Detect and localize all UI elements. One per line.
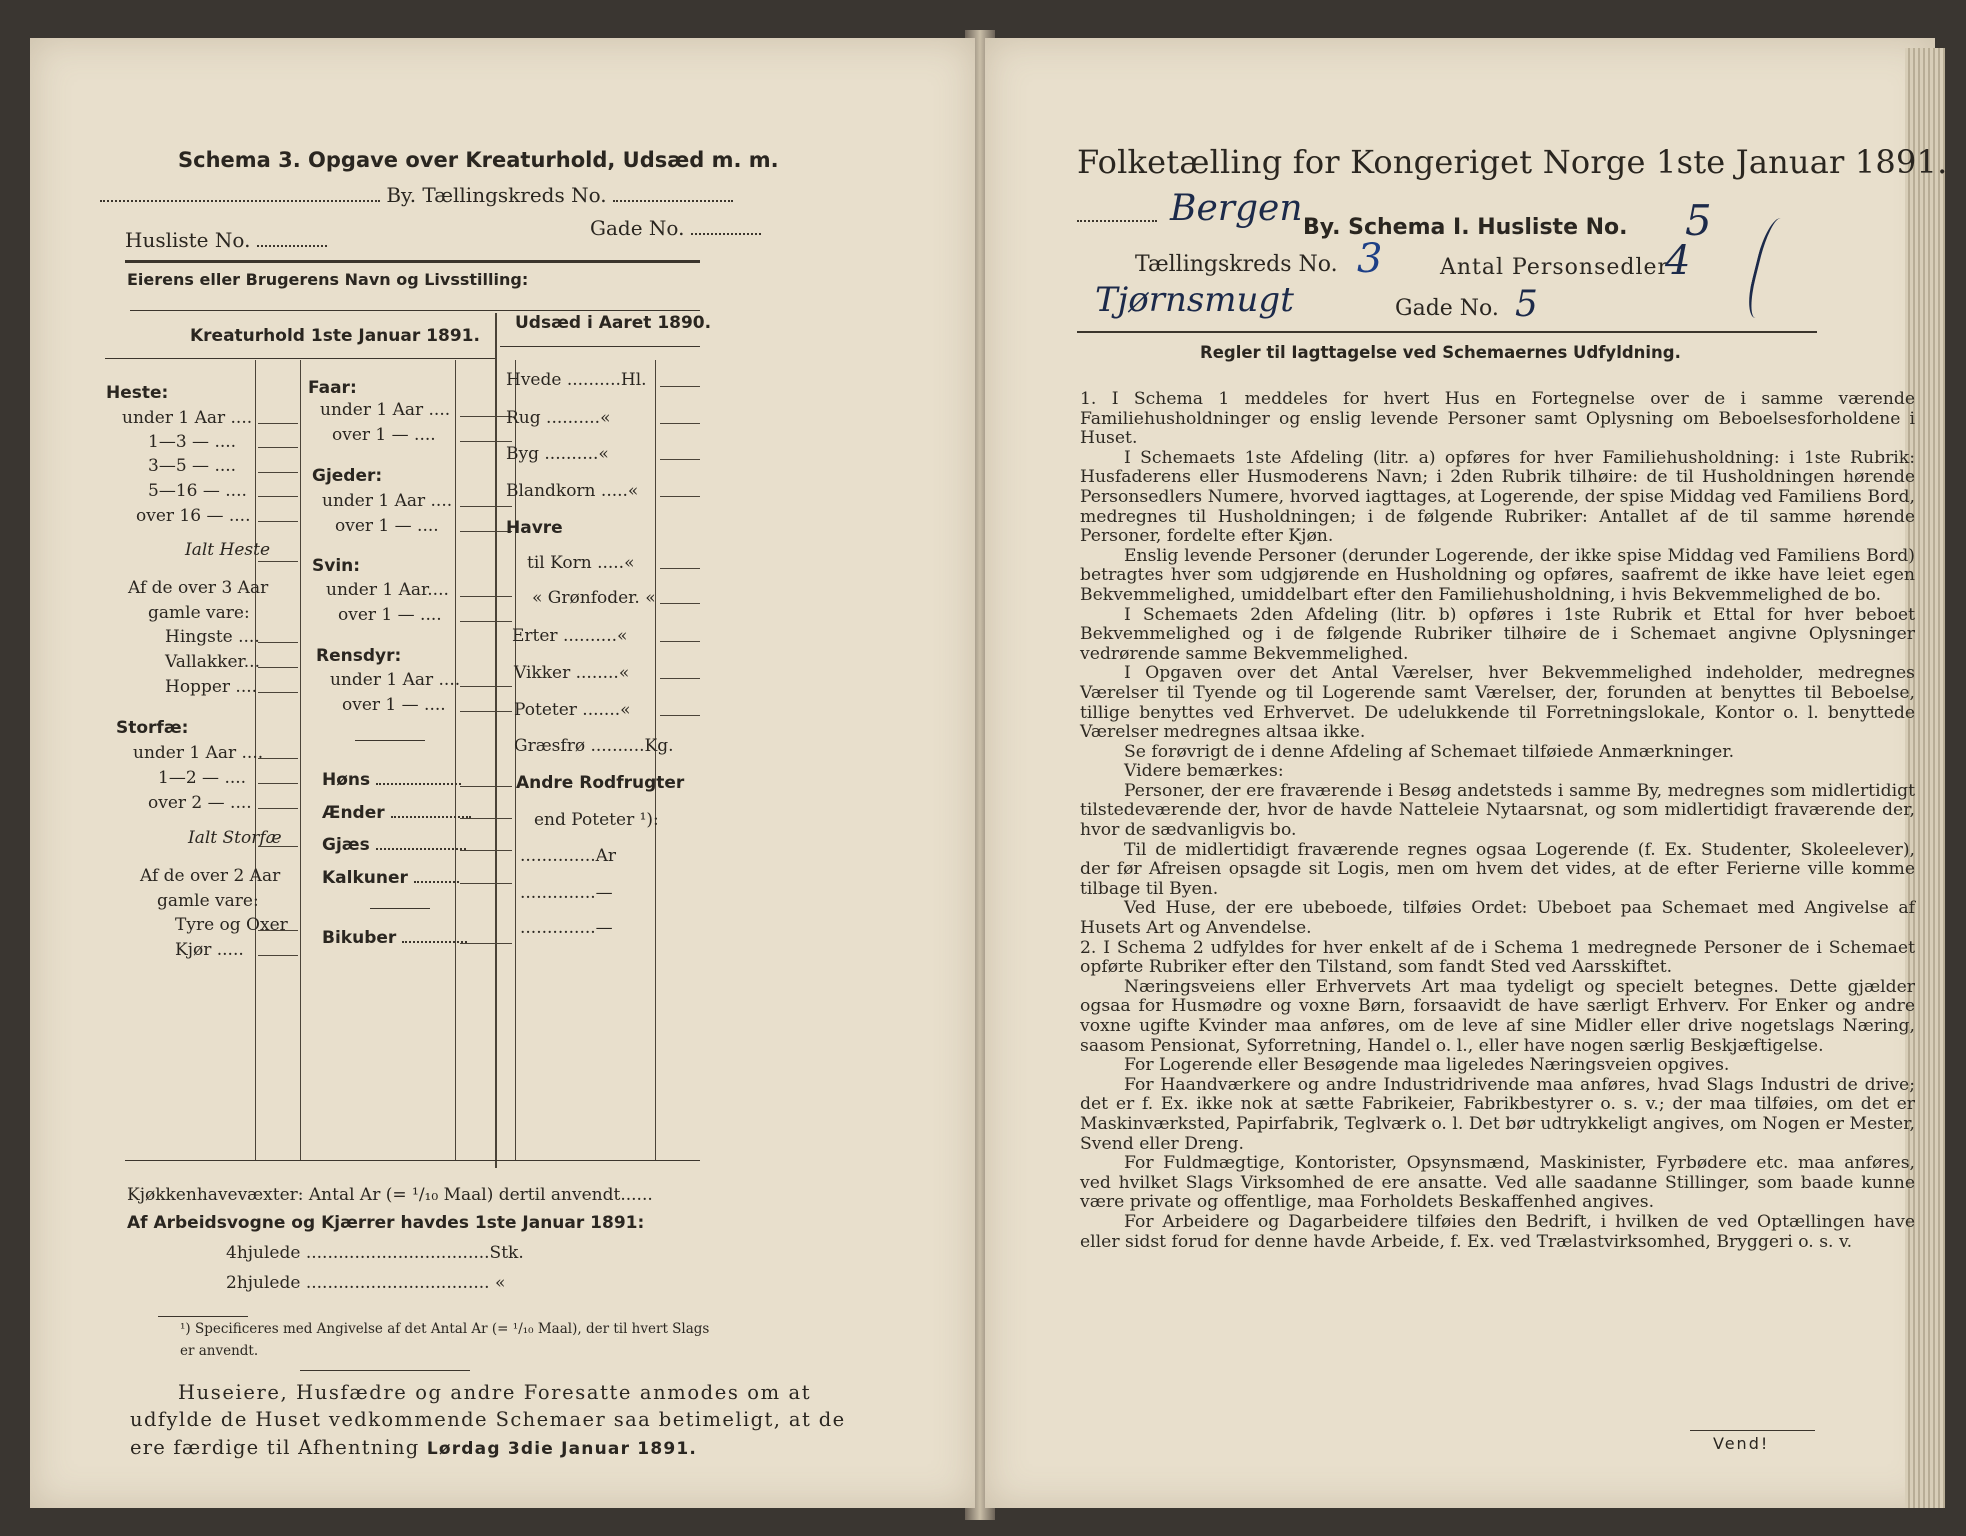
- hvede-row: Hvede ..........Hl.: [506, 370, 647, 390]
- by-handwritten: Bergen: [1170, 188, 1303, 229]
- arbeidsvogne-line: Af Arbeidsvogne og Kjærrer havdes 1ste Januar 1891:: [127, 1213, 645, 1233]
- blank: [660, 678, 700, 679]
- blank: [460, 686, 512, 687]
- faar-row: under 1 Aar ....: [320, 400, 451, 420]
- storfae-row: over 2 — ....: [148, 793, 252, 813]
- kreds-handwritten: 3: [1357, 236, 1383, 282]
- husliste-label: Husliste No.: [125, 228, 251, 252]
- blank: [460, 416, 512, 417]
- bikuber-label: [322, 928, 467, 948]
- hons-text: Høns: [322, 770, 371, 790]
- ialt-storfae: Ialt Storfæ: [188, 828, 282, 848]
- graesfro-row: Græsfrø ..........Kg.: [514, 736, 674, 756]
- blank: [258, 447, 298, 448]
- rodfrugter-row: ..............Ar: [520, 846, 617, 866]
- gjeder-row: under 1 Aar ....: [322, 491, 453, 511]
- heste-row: Vallakker...: [165, 652, 260, 672]
- rule-paragraph: Personer, der ere fraværende i Besøg andetsteds i samme By, medregnes som midlertidigt tilstedeværende der, hvor de havde Natteleie Nytaarsnat, og som midlertidigt fraværende der, hvor de sædvanligvis bo.: [1080, 780, 1915, 841]
- svin-row: under 1 Aar....: [326, 580, 449, 600]
- left-page: [30, 38, 975, 1508]
- rule-paragraph: Enslig levende Personer (derunder Logerende, der ikke spise Middag ved Familiens Bord) betragtes hver som udgjørende en Husholdning og opføres, saafremt de ikke have leiet egen Bekvemmelighed, umiddelbart efter den Familiehusholdning, i hvis Bekvemmelighed de bo.: [1080, 545, 1915, 605]
- heste-label: Heste:: [106, 383, 169, 403]
- rodfrugter-row: ..............—: [520, 918, 613, 938]
- rule-paragraph: Videre bemærkes:: [1124, 761, 1284, 782]
- gade-line: [590, 216, 761, 240]
- blank: [660, 496, 700, 497]
- closing-line-1: Huseiere, Husfædre og andre Foresatte anmodes om at: [178, 1381, 812, 1404]
- heste-row: gamle vare:: [148, 603, 250, 623]
- blank: [258, 667, 298, 668]
- heste-row: 1—3 — ....: [148, 432, 237, 452]
- by-label: By. Tællingskreds No.: [386, 183, 607, 207]
- blank: [258, 955, 298, 956]
- blank: [258, 561, 298, 562]
- tohjulede-line: 2hjulede .................................. «: [226, 1273, 506, 1293]
- blank: [460, 818, 512, 819]
- blank: [258, 692, 298, 693]
- antal-handwritten: 4: [1665, 238, 1691, 284]
- col-rule: [300, 360, 301, 1160]
- blank: [660, 386, 700, 387]
- bikuber-text: Bikuber: [322, 928, 397, 948]
- kreds-label: Tællingskreds No.: [1135, 252, 1338, 277]
- eier-label: Eierens eller Brugerens Navn og Livsstilling:: [127, 270, 529, 289]
- rule: [125, 1160, 700, 1161]
- heste-row: under 1 Aar ....: [122, 408, 253, 428]
- blank: [460, 621, 512, 622]
- schema1-label: By. Schema I. Husliste No.: [1303, 215, 1628, 240]
- vend-label: Vend!: [1713, 1434, 1770, 1453]
- rodfrugter-label: Andre Rodfrugter: [516, 773, 685, 793]
- closing-line-2: udfylde de Huset vedkommende Schemaer saa betimeligt, at de: [130, 1408, 846, 1431]
- blank: [460, 711, 512, 712]
- blank: [258, 423, 298, 424]
- rensdyr-label: Rensdyr:: [316, 646, 402, 666]
- blank: [660, 423, 700, 424]
- kalkuner-text: Kalkuner: [322, 868, 408, 888]
- blank: [460, 506, 512, 507]
- rule-paragraph: Ved Huse, der ere ubeboede, tilføies Ordet: Ubeboet paa Schemaet med Angivelse af Husets Art og Anvendelse.: [1080, 898, 1915, 939]
- kreatur-header: Kreaturhold 1ste Januar 1891.: [190, 326, 480, 346]
- kjokkenhave-line: Kjøkkenhavevæxter: Antal Ar (= ¹/₁₀ Maal) dertil anvendt......: [127, 1185, 653, 1205]
- rule-paragraph: I Opgaven over det Antal Værelser, hver Bekvemmelighed indeholder, medregnes Værelser til Tyende og til Logerende samt Værelser, der, forunden at benyttes til Beboelse, tillige benyttes ved Erhvervet. De udelukkende til Forretningslokale, Kontor o. l. benyttede Værelser medregnes altsaa ikke.: [1080, 663, 1915, 743]
- heste-row: Hingste ....: [165, 627, 260, 647]
- blank: [460, 531, 512, 532]
- rensdyr-row: under 1 Aar ....: [330, 670, 461, 690]
- rensdyr-row: over 1 — ....: [342, 695, 446, 715]
- firehjulede-line: 4hjulede ..................................Stk.: [226, 1243, 524, 1263]
- col-rule: [655, 360, 656, 1160]
- blank: [460, 943, 512, 944]
- gjaes-label: [322, 835, 466, 855]
- svin-label: Svin:: [312, 556, 361, 576]
- rule: [158, 1316, 248, 1317]
- blank: [460, 786, 512, 787]
- hons-label: [322, 770, 461, 790]
- blank: [460, 596, 512, 597]
- blank: [460, 850, 512, 851]
- closing-text: ere færdige til Afhentning: [130, 1436, 427, 1459]
- rodfrugter-sub: end Poteter ¹):: [534, 810, 659, 830]
- blank: [460, 883, 512, 884]
- rule: [105, 358, 495, 359]
- rule: [125, 260, 700, 263]
- rules-heading: Regler til Iagttagelse ved Schemaernes Udfyldning.: [1200, 343, 1681, 362]
- closing-line-3: [130, 1436, 697, 1459]
- storfae-row: Tyre og Oxer: [175, 915, 288, 935]
- rule: [1077, 331, 1817, 333]
- rodfrugter-row: ..............—: [520, 883, 613, 903]
- rule: [1690, 1430, 1815, 1431]
- heste-row: Hopper ....: [165, 677, 258, 697]
- blank: [258, 496, 298, 497]
- rug-row: Rug ..........«: [506, 408, 611, 428]
- blank: [258, 846, 298, 847]
- rule: [370, 908, 430, 909]
- havre-korn-row: til Korn .....«: [527, 553, 635, 573]
- blank: [258, 472, 298, 473]
- blank: [258, 808, 298, 809]
- census-title: Folketælling for Kongeriget Norge 1ste Januar 1891.: [1077, 143, 1948, 181]
- blandkorn-row: Blandkorn .....«: [506, 481, 639, 501]
- heste-row: 3—5 — ....: [148, 456, 237, 476]
- vikker-row: Vikker ........«: [514, 663, 630, 683]
- blank: [258, 783, 298, 784]
- closing-date: Lørdag 3die Januar 1891.: [426, 1439, 698, 1459]
- by-line: [1077, 203, 1157, 227]
- rule-paragraph: Til de midlertidigt fraværende regnes ogsaa Logerende (f. Ex. Studenter, Skoleelever), der før Afreisen opsagde sit Logis, men om hvem det vides, at de efter Ferierne ville komme tilbage til Byen.: [1080, 839, 1915, 899]
- by-line: [100, 183, 733, 207]
- gade-label: Gade No.: [590, 216, 685, 240]
- poteter-row: Poteter .......«: [514, 700, 631, 720]
- col-rule: [515, 360, 516, 1160]
- storfae-row: Kjør .....: [175, 940, 244, 960]
- rule-paragraph: 1. I Schema 1 meddeles for hvert Hus en Fortegnelse over de i samme værende Familiehusholdninger og enslig levende Personer samt Oplysning om Beboelsesforholdene i Huset.: [1080, 389, 1915, 449]
- havre-gronfoder-row: « Grønfoder. «: [532, 588, 656, 608]
- handwritten-mark: [1743, 218, 1801, 318]
- blank: [660, 568, 700, 569]
- storfae-label: Storfæ:: [116, 718, 189, 738]
- udsaed-header: Udsæd i Aaret 1890.: [515, 313, 712, 333]
- aender-text: Ænder: [322, 803, 385, 823]
- gade-handwritten: Tjørnsmugt: [1095, 280, 1294, 320]
- antal-label: Antal Personsedler: [1440, 255, 1670, 280]
- rule: [500, 346, 700, 347]
- rule-paragraph: I Schemaets 1ste Afdeling (litr. a) opføres for hver Familiehusholdning: i 1ste Rubrik: Husfaderens eller Husmoderens Navn; i 2den Rubrik tilhøire: de til Husholdningen hørende Personsedlers Numere, hvorved iagttages, at Logerende, der spise Middag ved Familiens Bord, medregnes til Husholdningen; i de følgende Rubriker: Antallet af de til samme hørende Personer, fordelte efter Kjøn.: [1080, 447, 1915, 547]
- col-rule: [455, 360, 456, 1160]
- storfae-row: under 1 Aar ....: [133, 743, 264, 763]
- gjeder-row: over 1 — ....: [335, 516, 439, 536]
- rule: [130, 310, 700, 311]
- blank: [258, 930, 298, 931]
- gjaes-text: Gjæs: [322, 835, 370, 855]
- husliste-handwritten: 5: [1685, 196, 1712, 245]
- rule-paragraph: For Haandværkere og andre Industridrivende maa anføres, hvad Slags Industri de drive; det er f. Ex. ikke nok at sætte Fabrikeier, Fabrikbestyrer o. s. v.; der maa tilføies, om det er Maskinværksted, Papirfabrik, Teglværk o. l. Det bør udtrykkeligt angives, om Nogen er Mester, Svend eller Dreng.: [1080, 1074, 1915, 1154]
- havre-label: Havre: [506, 518, 563, 538]
- rule-paragraph: Se forøvrigt de i denne Afdeling af Schemaet tilføiede Anmærkninger.: [1124, 741, 1735, 762]
- faar-label: Faar:: [308, 378, 357, 398]
- rule: [300, 1370, 470, 1371]
- gade-no-handwritten: 5: [1515, 284, 1538, 325]
- erter-row: Erter ..........«: [512, 626, 628, 646]
- rule-paragraph: For Fuldmægtige, Kontorister, Opsynsmænd, Maskinister, Fyrbødere etc. maa anføres, ved hvilket Slags Virksomhed de ere ansatte. Ved alle saadanne Stillinger, som baade kunne være private og offentlige, maa Forholdets Beskaffenhed angives.: [1080, 1153, 1915, 1213]
- footnote: ¹) Specificeres med Angivelse af det Antal Ar (= ¹/₁₀ Maal), der til hvert Slags er anvendt.: [180, 1321, 710, 1359]
- rule-paragraph: I Schemaets 2den Afdeling (litr. b) opføres i 1ste Rubrik et Ettal for hver beboet Bekvemmelighed og i de følgende Rubriker tilhøire de i Schemaet angivne Oplysninger vedrørende samme Bekvemmelighed.: [1080, 604, 1915, 664]
- husliste-line: [125, 228, 327, 252]
- blank: [258, 521, 298, 522]
- aender-label: [322, 803, 471, 823]
- storfae-row: 1—2 — ....: [158, 768, 247, 788]
- blank: [660, 715, 700, 716]
- blank: [460, 441, 512, 442]
- blank: [258, 758, 298, 759]
- rule: [355, 740, 425, 741]
- byg-row: Byg ..........«: [506, 444, 609, 464]
- storfae-row: Af de over 2 Aar: [140, 866, 281, 886]
- rule-paragraph: Næringsveiens eller Erhvervets Art maa tydeligt og specielt betegnes. Dette gjælder ogsaa for Husmødre og voxne Børn, forsaavidt de have særligt Erhverv. For Enker og andre voxne ugifte Kvinder maa anføres, om de leve af sine Midler eller drive nogetslags Næring, saasom Pensionat, Syforretning, Handel o. l., eller have nogen særlig Beskjæftigelse.: [1080, 976, 1915, 1056]
- heste-row: 5—16 — ....: [148, 481, 247, 501]
- rules-text: [1080, 390, 1915, 1252]
- right-page: [985, 38, 1948, 1508]
- rule-paragraph: For Logerende eller Besøgende maa ligeledes Næringsveien opgives.: [1124, 1055, 1730, 1076]
- gjeder-label: Gjeder:: [312, 466, 383, 486]
- blank: [660, 459, 700, 460]
- blank: [660, 603, 700, 604]
- heste-row: over 16 — ....: [136, 506, 251, 526]
- schema3-heading: Schema 3. Opgave over Kreaturhold, Udsæd m. m.: [178, 148, 779, 172]
- rule-paragraph: 2. I Schema 2 udfyldes for hver enkelt af de i Schema 1 medregnede Personer de i Schemaet opførte Rubriker efter den Tilstand, som fandt Sted ved Aarsskiftet.: [1080, 937, 1915, 978]
- kalkuner-label: [322, 868, 459, 888]
- svin-row: over 1 — ....: [338, 605, 442, 625]
- storfae-row: gamle vare:: [157, 891, 259, 911]
- gade-label: Gade No.: [1395, 296, 1499, 321]
- blank: [258, 642, 298, 643]
- blank: [660, 641, 700, 642]
- faar-row: over 1 — ....: [332, 425, 436, 445]
- heste-row: Af de over 3 Aar: [128, 578, 269, 598]
- ialt-heste: Ialt Heste: [185, 540, 271, 560]
- rule-paragraph: For Arbeidere og Dagarbeidere tilføies den Bedrift, i hvilken de ved Optællingen have eller sidst forud for denne havde Arbeide, f. Ex. ved Trælastvirksomhed, Bryggeri o. s. v.: [1080, 1211, 1915, 1252]
